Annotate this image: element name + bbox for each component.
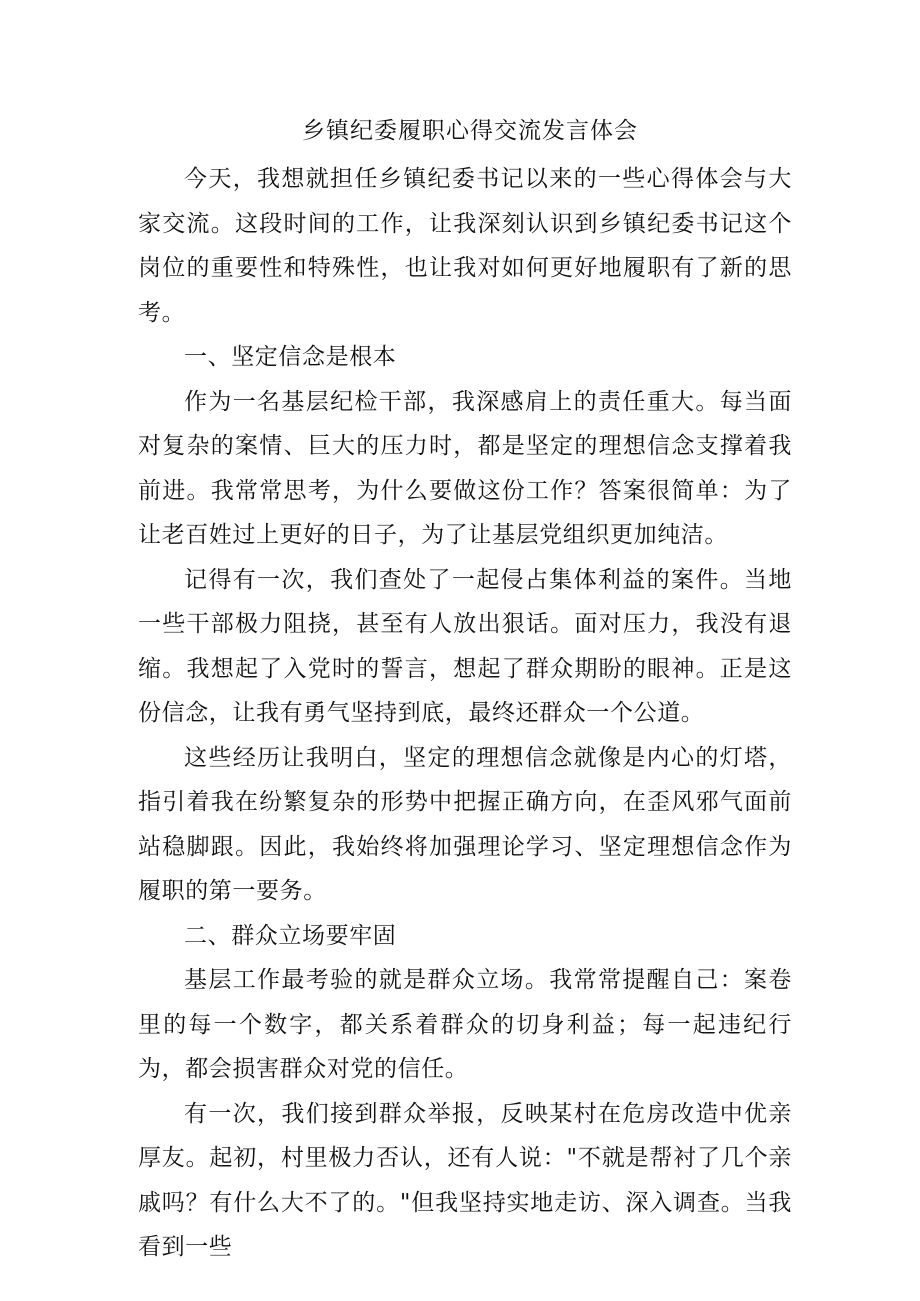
paragraph: 作为一名基层纪检干部，我深感肩上的责任重大。每当面对复杂的案情、巨大的压力时，都是坚定的理想信念支撑着我前进。我常常思考，为什么要做这份工作？答案很简单：为了让老百姓过上更好的日子，为了让基层党组织更加纯洁。	[138, 388, 792, 548]
section-heading-1: 一、坚定信念是根本	[184, 344, 397, 370]
paragraph: 基层工作最考验的就是群众立场。我常常提醒自己：案卷里的每一个数字，都关系着群众的切身利益；每一起违纪行为，都会损害群众对党的信任。	[138, 967, 792, 1082]
paragraph: 记得有一次，我们查处了一起侵占集体利益的案件。当地一些干部极力阻挠，甚至有人放出狠话。面对压力，我没有退缩。我想起了入党时的誓言，想起了群众期盼的眼神。正是这份信念，让我有勇气坚持到底，最终还群众一个公道。	[138, 566, 792, 726]
paragraph: 有一次，我们接到群众举报，反映某村在危房改造中优亲厚友。起初，村里极力否认，还有人说："不就是帮衬了几个亲戚吗？有什么大不了的。"但我坚持实地走访、深入调查。当我看到一些	[138, 1100, 792, 1260]
paragraph: 这些经历让我明白，坚定的理想信念就像是内心的灯塔，指引着我在纷繁复杂的形势中把握正确方向，在歪风邪气面前站稳脚跟。因此，我始终将加强理论学习、坚定理想信念作为履职的第一要务。	[138, 744, 792, 904]
paragraph-intro: 今天，我想就担任乡镇纪委书记以来的一些心得体会与大家交流。这段时间的工作，让我深刻认识到乡镇纪委书记这个岗位的重要性和特殊性，也让我对如何更好地履职有了新的思考。	[138, 166, 792, 326]
section-heading-2: 二、群众立场要牢固	[184, 922, 397, 949]
document-title: 乡镇纪委履职心得交流发言体会	[302, 118, 638, 144]
document-body	[138, 157, 792, 1270]
